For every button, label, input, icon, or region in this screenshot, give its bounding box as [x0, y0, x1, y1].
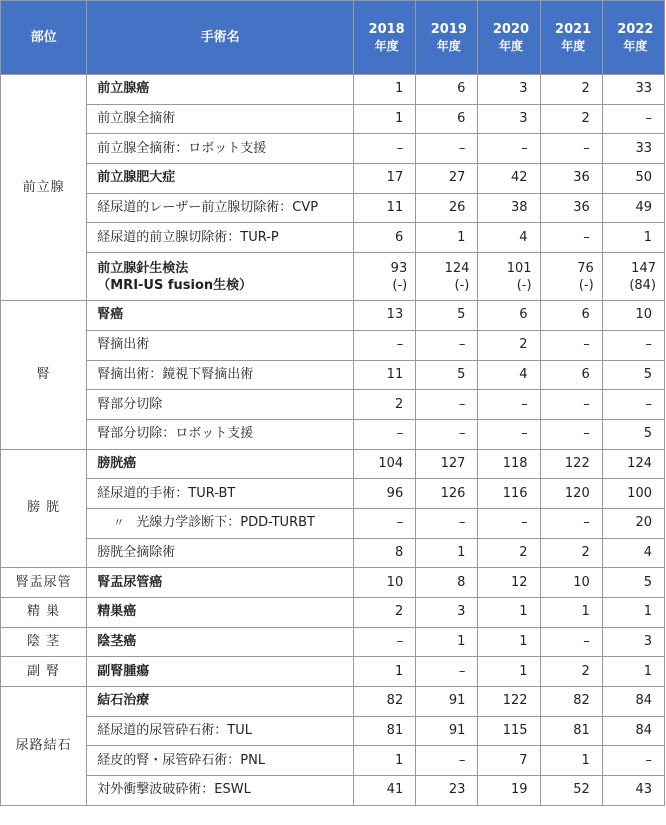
procedure-name: 腎癌 [97, 307, 124, 323]
year-label: 2018 [368, 21, 405, 37]
table-row [1, 419, 665, 449]
count-cell-2021: 10 [540, 568, 602, 598]
procedure-name: 結石治療 [97, 693, 150, 709]
count-cell-2020: 42 [478, 164, 540, 194]
count-cell-2021 [540, 253, 602, 301]
procedure-name-cell [87, 687, 354, 717]
procedure-name-cell [87, 330, 354, 360]
count-cell-2020: 3 [478, 75, 540, 105]
year-suffix: 年度 [374, 38, 399, 53]
count-cell-2020: 38 [478, 193, 540, 223]
count-cell-2018: 13 [354, 301, 416, 331]
count-cell-2022: – [602, 390, 664, 420]
count-cell-2019: – [416, 390, 478, 420]
procedure-name: 腎盂尿管癌 [97, 574, 163, 590]
header-row [1, 1, 665, 75]
count-cell-2022: 1 [602, 657, 664, 687]
procedure-name-cell [87, 75, 354, 105]
count-cell-2020: 19 [478, 776, 540, 806]
count-subvalue: (84) [629, 277, 656, 293]
count-cell-2022: 50 [602, 164, 664, 194]
count-cell-2018: 41 [354, 776, 416, 806]
table-header [1, 1, 665, 75]
procedure-name-cell [87, 716, 354, 746]
count-value: 76 [577, 260, 594, 276]
table-row [1, 223, 665, 253]
count-cell-2020: 4 [478, 360, 540, 390]
procedure-name: 経尿道的前立腺切除術：TUR-P [97, 229, 279, 245]
procedure-name-cell [87, 746, 354, 776]
count-cell-2022: 33 [602, 75, 664, 105]
count-cell-2019: 23 [416, 776, 478, 806]
year-suffix: 年度 [436, 38, 461, 53]
count-cell-2020: 7 [478, 746, 540, 776]
count-cell-2019: 6 [416, 75, 478, 105]
count-cell-2018: – [354, 627, 416, 657]
count-cell-2022: – [602, 104, 664, 134]
count-subvalue: (-) [392, 277, 408, 293]
count-cell-2022: – [602, 330, 664, 360]
ditto-mark: 〃 [113, 516, 125, 530]
procedure-name-cell [87, 164, 354, 194]
table-row [1, 193, 665, 223]
table-row [1, 360, 665, 390]
table-row [1, 776, 665, 806]
procedure-name: 腎部分切除：ロボット支援 [97, 426, 254, 442]
count-cell-2019: 27 [416, 164, 478, 194]
count-cell-2022: 100 [602, 479, 664, 509]
count-cell-2019: 3 [416, 598, 478, 628]
procedure-name-cell [87, 360, 354, 390]
table-row [1, 104, 665, 134]
table-row [1, 568, 665, 598]
count-cell-2018: 11 [354, 360, 416, 390]
count-subvalue: (-) [516, 277, 532, 293]
count-cell-2022: 49 [602, 193, 664, 223]
count-cell-2021: 2 [540, 75, 602, 105]
procedure-name-cell [87, 193, 354, 223]
count-cell-2018: 81 [354, 716, 416, 746]
table-row [1, 75, 665, 105]
procedure-name-cell [87, 598, 354, 628]
procedure-name: 副腎腫瘍 [97, 663, 150, 679]
count-cell-2022: 84 [602, 687, 664, 717]
procedure-name-cell [87, 449, 354, 479]
part-cell: 尿路結石 [1, 687, 87, 806]
count-cell-2021: – [540, 508, 602, 538]
count-cell-2022 [602, 253, 664, 301]
count-cell-2020: 4 [478, 223, 540, 253]
count-cell-2022: 10 [602, 301, 664, 331]
count-cell-2021: 81 [540, 716, 602, 746]
count-cell-2021: 52 [540, 776, 602, 806]
table-row [1, 164, 665, 194]
count-cell-2022: 5 [602, 419, 664, 449]
procedure-name: 前立腺全摘術 [97, 111, 176, 127]
count-cell-2021: 82 [540, 687, 602, 717]
year-suffix: 年度 [498, 38, 523, 53]
table-row [1, 301, 665, 331]
count-cell-2020 [478, 253, 540, 301]
count-cell-2019: – [416, 419, 478, 449]
count-cell-2018: – [354, 419, 416, 449]
part-cell: 副 腎 [1, 657, 87, 687]
table-row [1, 134, 665, 164]
procedure-name: 腎摘出術：鏡視下腎摘出術 [97, 366, 254, 382]
count-cell-2018: 8 [354, 538, 416, 568]
procedure-name-cell [87, 479, 354, 509]
table-row [1, 657, 665, 687]
count-cell-2022: 43 [602, 776, 664, 806]
procedure-name: 経尿道的尿管砕石術：TUL [97, 723, 252, 739]
count-cell-2021: – [540, 627, 602, 657]
count-value: 124 [444, 260, 470, 276]
count-cell-2020: – [478, 390, 540, 420]
count-cell-2022: 33 [602, 134, 664, 164]
count-cell-2019: – [416, 134, 478, 164]
count-cell-2021: – [540, 390, 602, 420]
count-cell-2018: 10 [354, 568, 416, 598]
procedure-name-cell [87, 223, 354, 253]
count-cell-2018: – [354, 134, 416, 164]
year-suffix: 年度 [623, 38, 648, 53]
count-cell-2019: 127 [416, 449, 478, 479]
table-row [1, 479, 665, 509]
year-label: 2022 [617, 21, 654, 37]
count-cell-2020: 1 [478, 598, 540, 628]
count-cell-2020: 115 [478, 716, 540, 746]
procedure-name-cell [87, 508, 354, 538]
procedure-name-cell [87, 253, 354, 301]
count-cell-2021: – [540, 330, 602, 360]
procedure-name: 精巣癌 [97, 604, 137, 620]
header-part: 部位 [1, 1, 87, 75]
part-cell: 前立腺 [1, 75, 87, 301]
count-cell-2020: 116 [478, 479, 540, 509]
count-cell-2018: 82 [354, 687, 416, 717]
count-cell-2021: 2 [540, 104, 602, 134]
count-cell-2021: – [540, 223, 602, 253]
count-subvalue: (-) [454, 277, 470, 293]
table-body [1, 75, 665, 806]
table-row [1, 390, 665, 420]
table-row [1, 627, 665, 657]
count-cell-2019: – [416, 508, 478, 538]
count-value: 147 [631, 260, 656, 276]
procedure-name: 対外衝撃波破砕術：ESWL [97, 782, 251, 798]
count-cell-2018: – [354, 330, 416, 360]
count-cell-2021: 120 [540, 479, 602, 509]
count-cell-2020: 3 [478, 104, 540, 134]
count-cell-2021: 6 [540, 301, 602, 331]
count-cell-2022: 1 [602, 223, 664, 253]
procedure-name-cell [87, 301, 354, 331]
table-row [1, 716, 665, 746]
count-cell-2020: – [478, 419, 540, 449]
count-subvalue: (-) [578, 277, 594, 293]
year-label: 2019 [430, 21, 467, 37]
count-cell-2020: 6 [478, 301, 540, 331]
count-cell-2021: 36 [540, 193, 602, 223]
count-cell-2019: 26 [416, 193, 478, 223]
count-cell-2019: 5 [416, 301, 478, 331]
count-cell-2020: – [478, 134, 540, 164]
count-cell-2021: 122 [540, 449, 602, 479]
count-cell-2019: 1 [416, 538, 478, 568]
count-cell-2022: 3 [602, 627, 664, 657]
count-cell-2021: 36 [540, 164, 602, 194]
count-cell-2018: 1 [354, 657, 416, 687]
procedure-name: 経尿道的レーザー前立腺切除術：CVP [97, 200, 319, 216]
count-cell-2019: – [416, 657, 478, 687]
procedure-name-detail: （MRI-US fusion生検） [97, 277, 253, 293]
count-cell-2019: 1 [416, 627, 478, 657]
count-cell-2020: 118 [478, 449, 540, 479]
table-row [1, 253, 665, 301]
header-year-2019 [416, 1, 478, 75]
procedure-name: 前立腺肥大症 [97, 170, 176, 186]
count-cell-2019: 91 [416, 716, 478, 746]
count-cell-2022: 84 [602, 716, 664, 746]
header-procedure: 手術名 [87, 1, 354, 75]
count-cell-2021: 6 [540, 360, 602, 390]
procedure-name-cell [87, 538, 354, 568]
table-row [1, 598, 665, 628]
procedure-name-cell [87, 627, 354, 657]
procedure-name: 陰茎癌 [97, 634, 137, 650]
part-cell: 精 巣 [1, 598, 87, 628]
count-cell-2018: 2 [354, 598, 416, 628]
count-cell-2018: 1 [354, 75, 416, 105]
count-cell-2022: 1 [602, 598, 664, 628]
table-row [1, 746, 665, 776]
table-row [1, 449, 665, 479]
table-row [1, 330, 665, 360]
count-cell-2020: 12 [478, 568, 540, 598]
count-cell-2020: – [478, 508, 540, 538]
count-cell-2020: 1 [478, 627, 540, 657]
count-cell-2018: 2 [354, 390, 416, 420]
count-cell-2021: – [540, 134, 602, 164]
count-cell-2019: 5 [416, 360, 478, 390]
count-cell-2018: – [354, 508, 416, 538]
count-cell-2019 [416, 253, 478, 301]
header-year-2020 [478, 1, 540, 75]
count-cell-2022: – [602, 746, 664, 776]
count-cell-2019: 91 [416, 687, 478, 717]
part-cell: 腎 [1, 301, 87, 449]
count-cell-2018: 96 [354, 479, 416, 509]
count-cell-2022: 4 [602, 538, 664, 568]
count-cell-2022: 5 [602, 568, 664, 598]
table-row [1, 538, 665, 568]
procedure-name-cell [87, 419, 354, 449]
part-cell: 膀 胱 [1, 449, 87, 568]
procedure-name: 腎摘出術 [97, 337, 150, 353]
procedure-name: 前立腺癌 [97, 81, 150, 97]
count-value: 93 [390, 260, 408, 276]
count-cell-2021: 2 [540, 538, 602, 568]
count-cell-2020: 122 [478, 687, 540, 717]
count-cell-2019: 6 [416, 104, 478, 134]
count-cell-2019: 1 [416, 223, 478, 253]
procedure-name-cell [87, 134, 354, 164]
count-cell-2021: 2 [540, 657, 602, 687]
count-cell-2022: 5 [602, 360, 664, 390]
count-cell-2021: 1 [540, 746, 602, 776]
year-suffix: 年度 [561, 38, 586, 53]
procedure-name: 前立腺針生検法 [97, 260, 189, 276]
procedure-name: 経皮的腎・尿管砕石術：PNL [97, 752, 266, 768]
procedure-name: 膀胱癌 [97, 455, 137, 471]
count-cell-2018: 6 [354, 223, 416, 253]
count-cell-2022: 20 [602, 508, 664, 538]
count-value: 101 [506, 260, 532, 276]
header-year-2022 [602, 1, 664, 75]
part-cell: 腎盂尿管 [1, 568, 87, 598]
procedure-name: 腎部分切除 [97, 396, 163, 412]
count-cell-2018: 11 [354, 193, 416, 223]
header-year-2018 [354, 1, 416, 75]
count-cell-2020: 1 [478, 657, 540, 687]
table-row [1, 687, 665, 717]
count-cell-2021: 1 [540, 598, 602, 628]
count-cell-2018: 1 [354, 746, 416, 776]
year-label: 2021 [555, 21, 592, 37]
count-cell-2020: 2 [478, 538, 540, 568]
count-cell-2019: 126 [416, 479, 478, 509]
procedure-name: 膀胱全摘除術 [97, 544, 176, 560]
procedure-name: 前立腺全摘術：ロボット支援 [97, 140, 267, 156]
count-cell-2018: 104 [354, 449, 416, 479]
procedure-name-cell [87, 568, 354, 598]
count-cell-2018: 17 [354, 164, 416, 194]
procedure-name-cell [87, 657, 354, 687]
part-cell: 陰 茎 [1, 627, 87, 657]
count-cell-2018: 1 [354, 104, 416, 134]
count-cell-2019: – [416, 330, 478, 360]
table-row [1, 508, 665, 538]
count-cell-2022: 124 [602, 449, 664, 479]
procedure-name-cell [87, 776, 354, 806]
procedure-name: 光線力学診断下：PDD-TURBT [136, 515, 315, 531]
header-year-2021 [540, 1, 602, 75]
year-label: 2020 [492, 21, 530, 37]
count-cell-2021: – [540, 419, 602, 449]
count-cell-2019: 8 [416, 568, 478, 598]
count-cell-2018 [354, 253, 416, 301]
procedure-name-cell [87, 390, 354, 420]
procedure-name-cell [87, 104, 354, 134]
procedure-name: 経尿道的手術：TUR-BT [97, 485, 236, 501]
count-cell-2019: – [416, 746, 478, 776]
count-cell-2020: 2 [478, 330, 540, 360]
